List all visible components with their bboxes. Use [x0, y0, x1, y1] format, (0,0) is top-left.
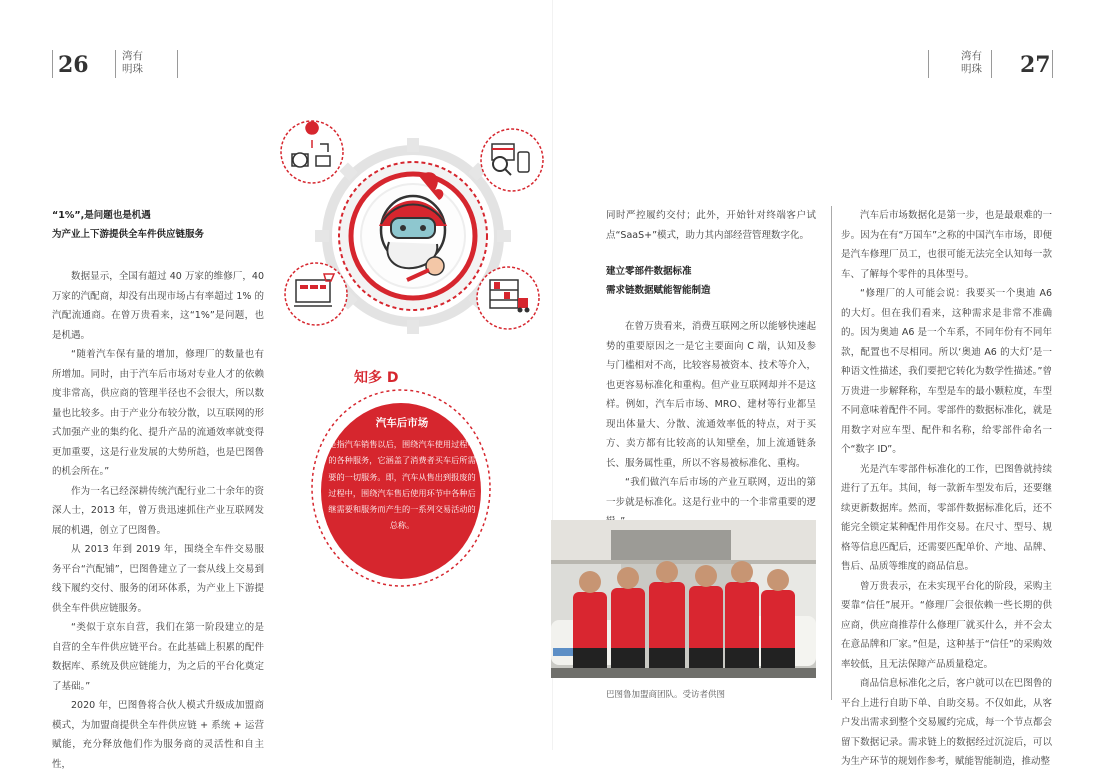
- paragraph: “修理厂的人可能会说：我要买一个奥迪 A6 的大灯。但在我们看来，这种需求是非常不准确的。因为奥迪 A6 是一个车系，不同年份有不同年款，配置也不尽相同。所以‘奥迪 A6 的大灯’是一种语文性描述，我们要把它转化为数学性描述。”曾万贵进一步解释称，车型是车的最小颗粒度，车型不同意味着配件不同。零部件的数据标准化，就是用数字对应车型、配件和名称，给零部件命名一个“数字 ID”。: [841, 288, 1052, 455]
- paragraph: 同时严控履约交付；此外，开始针对终端客户试点“SaaS+”模式，助力其内部经营管理数字化。: [606, 210, 816, 241]
- sidebar-tag: 知多 D: [354, 370, 399, 386]
- search-device-icon: [481, 129, 543, 191]
- paragraph: “类似于京东自营，我们在第一阶段建立的是自营的全车件供应链平台。在此基础上积累的配件数据库、系统及供应链能力，为之后的平台化奠定了基础。”: [52, 622, 264, 692]
- info-title: 汽车后市场: [375, 417, 429, 429]
- magazine-name-right: [961, 50, 982, 76]
- section-heading: “1%”,是问题也是机遇: [52, 210, 151, 221]
- paragraph: 汽车后市场数据化是第一步，也是最艰难的一步。因为在有“万国车”之称的中国汽车市场，即便是汽车修理厂员工，也很可能无法完全认知每一款车、了解每个零件的具体型号。: [841, 210, 1052, 280]
- paragraph: “随着汽车保有量的增加，修理厂的数量也有所增加。同时，由于汽车后市场对专业人才的依赖度非常高，供应商的管理半径也不会很大，所以数量也比较多。由于产业分布较分散，以互联网的形式加强产业的集约化、提升产品的流通效率就变得更加重要，这是行业发展的大势所趋，也是巴图鲁的机会所在。”: [52, 349, 264, 477]
- info-bubble: [327, 415, 477, 585]
- paragraph: 曾万贵表示，在未实现平台化的阶段，采购主要靠“信任”展开。“修理厂会很依赖一些长期的供应商，供应商推荐什么修理厂就买什么，并不会太在意品牌和厂家。”但是，这种基于“信任”的采购效率较低，且无法保障产品质量稳定。: [841, 580, 1052, 670]
- article-column-3: [606, 206, 816, 532]
- spacer: [52, 244, 264, 267]
- page-number-left: 26: [58, 52, 89, 78]
- magazine-name-left: [122, 50, 143, 76]
- article-column-1: [52, 206, 264, 774]
- paragraph: 在曾万贵看来，消费互联网之所以能够快速起势的重要原因之一是它主要面向 C 端，认知及参与门槛相对不高，比较容易被资本、技术等介入，也更容易标准化和重构。但产业互联网却并不是这样。例如，汽车后市场、MRO、建材等行业都呈现出体量大、分散、流通效率低的特点，对于买方、卖方都有比较高的认知壁垒，加上流通链条长、服务属性重，所以不容易被标准化、重构。: [606, 321, 816, 469]
- paragraph: 商品信息标准化之后，客户就可以在巴图鲁的平台上进行自助下单、自助交易。不仅如此，从客户发出需求到整个交易履约完成，每一个节点都会留下数据记录。需求链上的数据经过沉淀后，可以为生产环节的规划作参考，赋能智能制造，推动整: [841, 678, 1052, 767]
- header-rule: [1052, 50, 1053, 78]
- magazine-name-line: 明珠: [122, 63, 143, 75]
- header-rule: [115, 50, 116, 78]
- section-subheading: 为产业上下游提供全车件供应链服务: [52, 229, 205, 240]
- warehouse-icon: [477, 267, 539, 329]
- magazine-name-line: 湾有: [961, 50, 982, 62]
- section-subheading: 需求链数据赋能智能制造: [606, 285, 711, 296]
- paragraph: 2020 年，巴图鲁将合伙人模式升级成加盟商模式，为加盟商提供全车件供应链 + 系统 + 运营赋能，充分释放他们作为服务商的灵活性和自主性，: [52, 700, 264, 770]
- header-rule: [52, 50, 53, 78]
- team-photo: [551, 520, 816, 678]
- paragraph: “我们做汽车后市场的产业互联网，迈出的第一步就是标准化。这是行业中的一个非常重要的逻: [606, 477, 816, 508]
- spacer: [606, 300, 816, 317]
- info-body: 是指汽车销售以后，围绕汽车使用过程中的各种服务，它涵盖了消费者买车后所需要的一切服务。即，汽车从售出到报废的过程中，围绕汽车售后使用环节中各种后继需要和服务而产生的一系列交易活动的总称。: [328, 439, 476, 531]
- logistics-icon: [281, 121, 343, 183]
- online-shop-icon: [285, 263, 347, 325]
- paragraph: 光是汽车零部件标准化的工作，巴图鲁就持续进行了五年。其间，每一款新车型发布后，还要继续更新数据库。然而，零部件数据标准化后，还不能完全锁定某种配件用作交易。在尺寸、型号、规格等信息匹配后，还需要匹配单价、产地、品牌、售后、品质等维度的商品信息。: [841, 463, 1052, 572]
- magazine-name-line: 明珠: [961, 63, 982, 75]
- supply-chain-illustration: [272, 118, 552, 350]
- photo-caption: 巴图鲁加盟商团队。受访者供图: [606, 690, 726, 700]
- paragraph: 作为一名已经深耕传统汽配行业二十余年的资深人士，2013 年，曾万贵迅速抓住产业互联网发展的机遇，创立了巴图鲁。: [52, 485, 264, 536]
- section-heading: 建立零部件数据标准: [606, 266, 692, 277]
- column-rule: [831, 206, 832, 700]
- paragraph: 数据显示，全国有超过 40 万家的维修厂，40 万家的汽配商，却没有出现市场占有率超过 1% 的汽配流通商。在曾万贵看来，这“1%”是问题，也是机遇。: [52, 271, 264, 341]
- header-rule: [991, 50, 992, 78]
- spacer: [606, 245, 816, 262]
- magazine-name-line: 湾有: [122, 50, 143, 62]
- article-column-4: [841, 206, 1052, 772]
- header-rule: [177, 50, 178, 78]
- paragraph: 从 2013 年到 2019 年，围绕全车件交易服务平台“汽配铺”，巴图鲁建立了一套从线上交易到线下履约交付、服务的闭环体系，为产业上下游提供全车件供应链服务。: [52, 544, 264, 614]
- header-rule: [928, 50, 929, 78]
- page-number-right: 27: [1020, 52, 1051, 78]
